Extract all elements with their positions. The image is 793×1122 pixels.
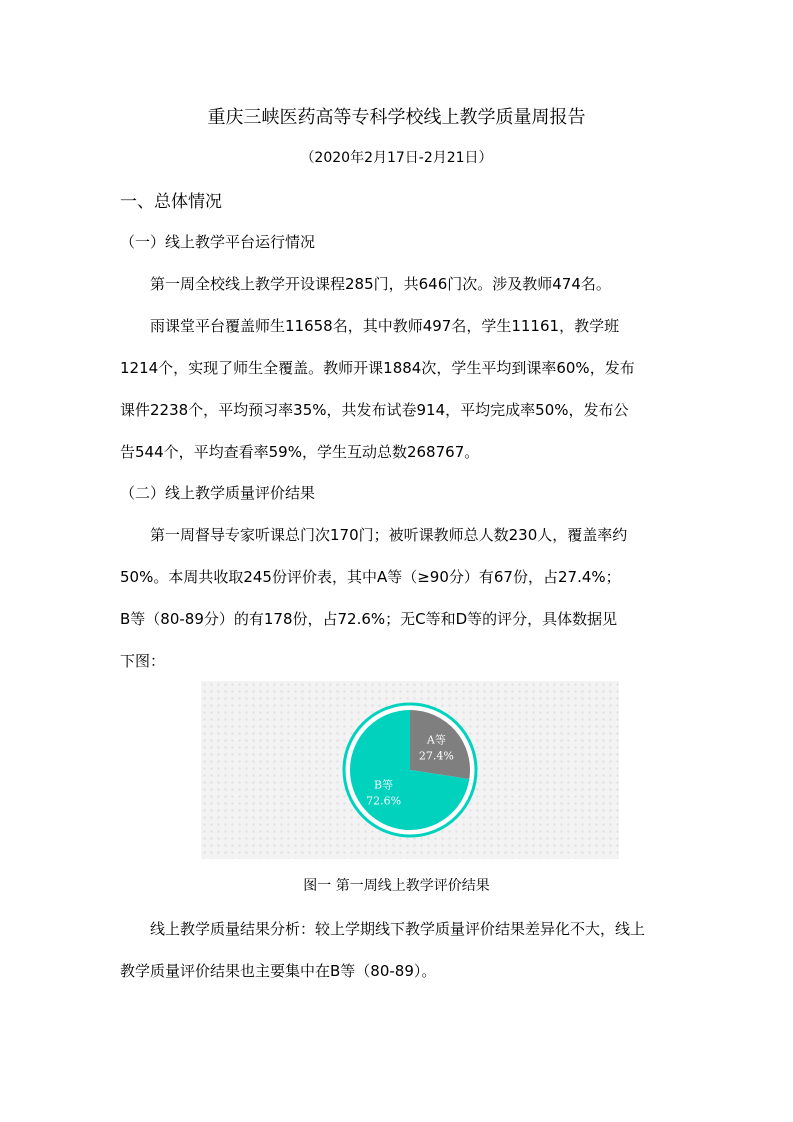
subsection-heading-platform: （一）线上教学平台运行情况 — [120, 233, 316, 251]
paragraph-line: 第一周督导专家听课总门次170门；被听课教师总人数230人，覆盖率约 — [150, 526, 628, 544]
paragraph-line: 线上教学质量结果分析：较上学期线下教学质量评价结果差异化不大，线上 — [150, 920, 646, 938]
date-range: （2020年2月17日-2月21日） — [300, 150, 493, 166]
pie-slice-label: A等 — [426, 733, 446, 747]
paragraph-line: 第一周全校线上教学开设课程285门，共646门次。涉及教师474名。 — [150, 275, 611, 293]
paragraph-line: 课件2238个，平均预习率35%，共发布试卷914，平均完成率50%，发布公 — [120, 401, 629, 419]
paragraph-line: 50%。本周共收取245份评价表，其中A等（≥90分）有67份，占27.4%； — [120, 568, 621, 586]
paragraph-evaluation — [120, 524, 680, 692]
paragraph-line: 1214个，实现了师生全覆盖。教师开课1884次，学生平均到课率60%，发布 — [120, 359, 635, 377]
pie-slice-value-label: 72.6% — [366, 794, 402, 808]
paragraph-rain-classroom — [120, 315, 680, 483]
section-heading-overview: 一、总体情况 — [120, 192, 222, 212]
paragraph-analysis — [120, 918, 680, 1002]
pie-slice-value-label: 27.4% — [418, 749, 454, 763]
paragraph-line: B等（80-89分）的有178份，占72.6%；无C等和D等的评分，具体数据见 — [120, 610, 618, 628]
paragraph-course-summary — [120, 273, 680, 315]
paragraph-line: 下图： — [120, 652, 166, 670]
paragraph-line: 告544个，平均查看率59%，学生互动总数268767。 — [120, 443, 480, 461]
figure-caption: 图一 第一周线上教学评价结果 — [303, 878, 490, 894]
paragraph-line: 教学质量评价结果也主要集中在B等（80-89）。 — [120, 962, 437, 980]
pie-chart-figure — [201, 681, 619, 859]
pie-slice-label: B等 — [374, 778, 394, 792]
pie-chart — [201, 681, 619, 859]
paragraph-line: 雨课堂平台覆盖师生11658名，其中教师497名，学生11161，教学班 — [150, 317, 620, 335]
subsection-heading-evaluation: （二）线上教学质量评价结果 — [120, 484, 316, 502]
page-title: 重庆三峡医药高等专科学校线上教学质量周报告 — [207, 107, 586, 128]
